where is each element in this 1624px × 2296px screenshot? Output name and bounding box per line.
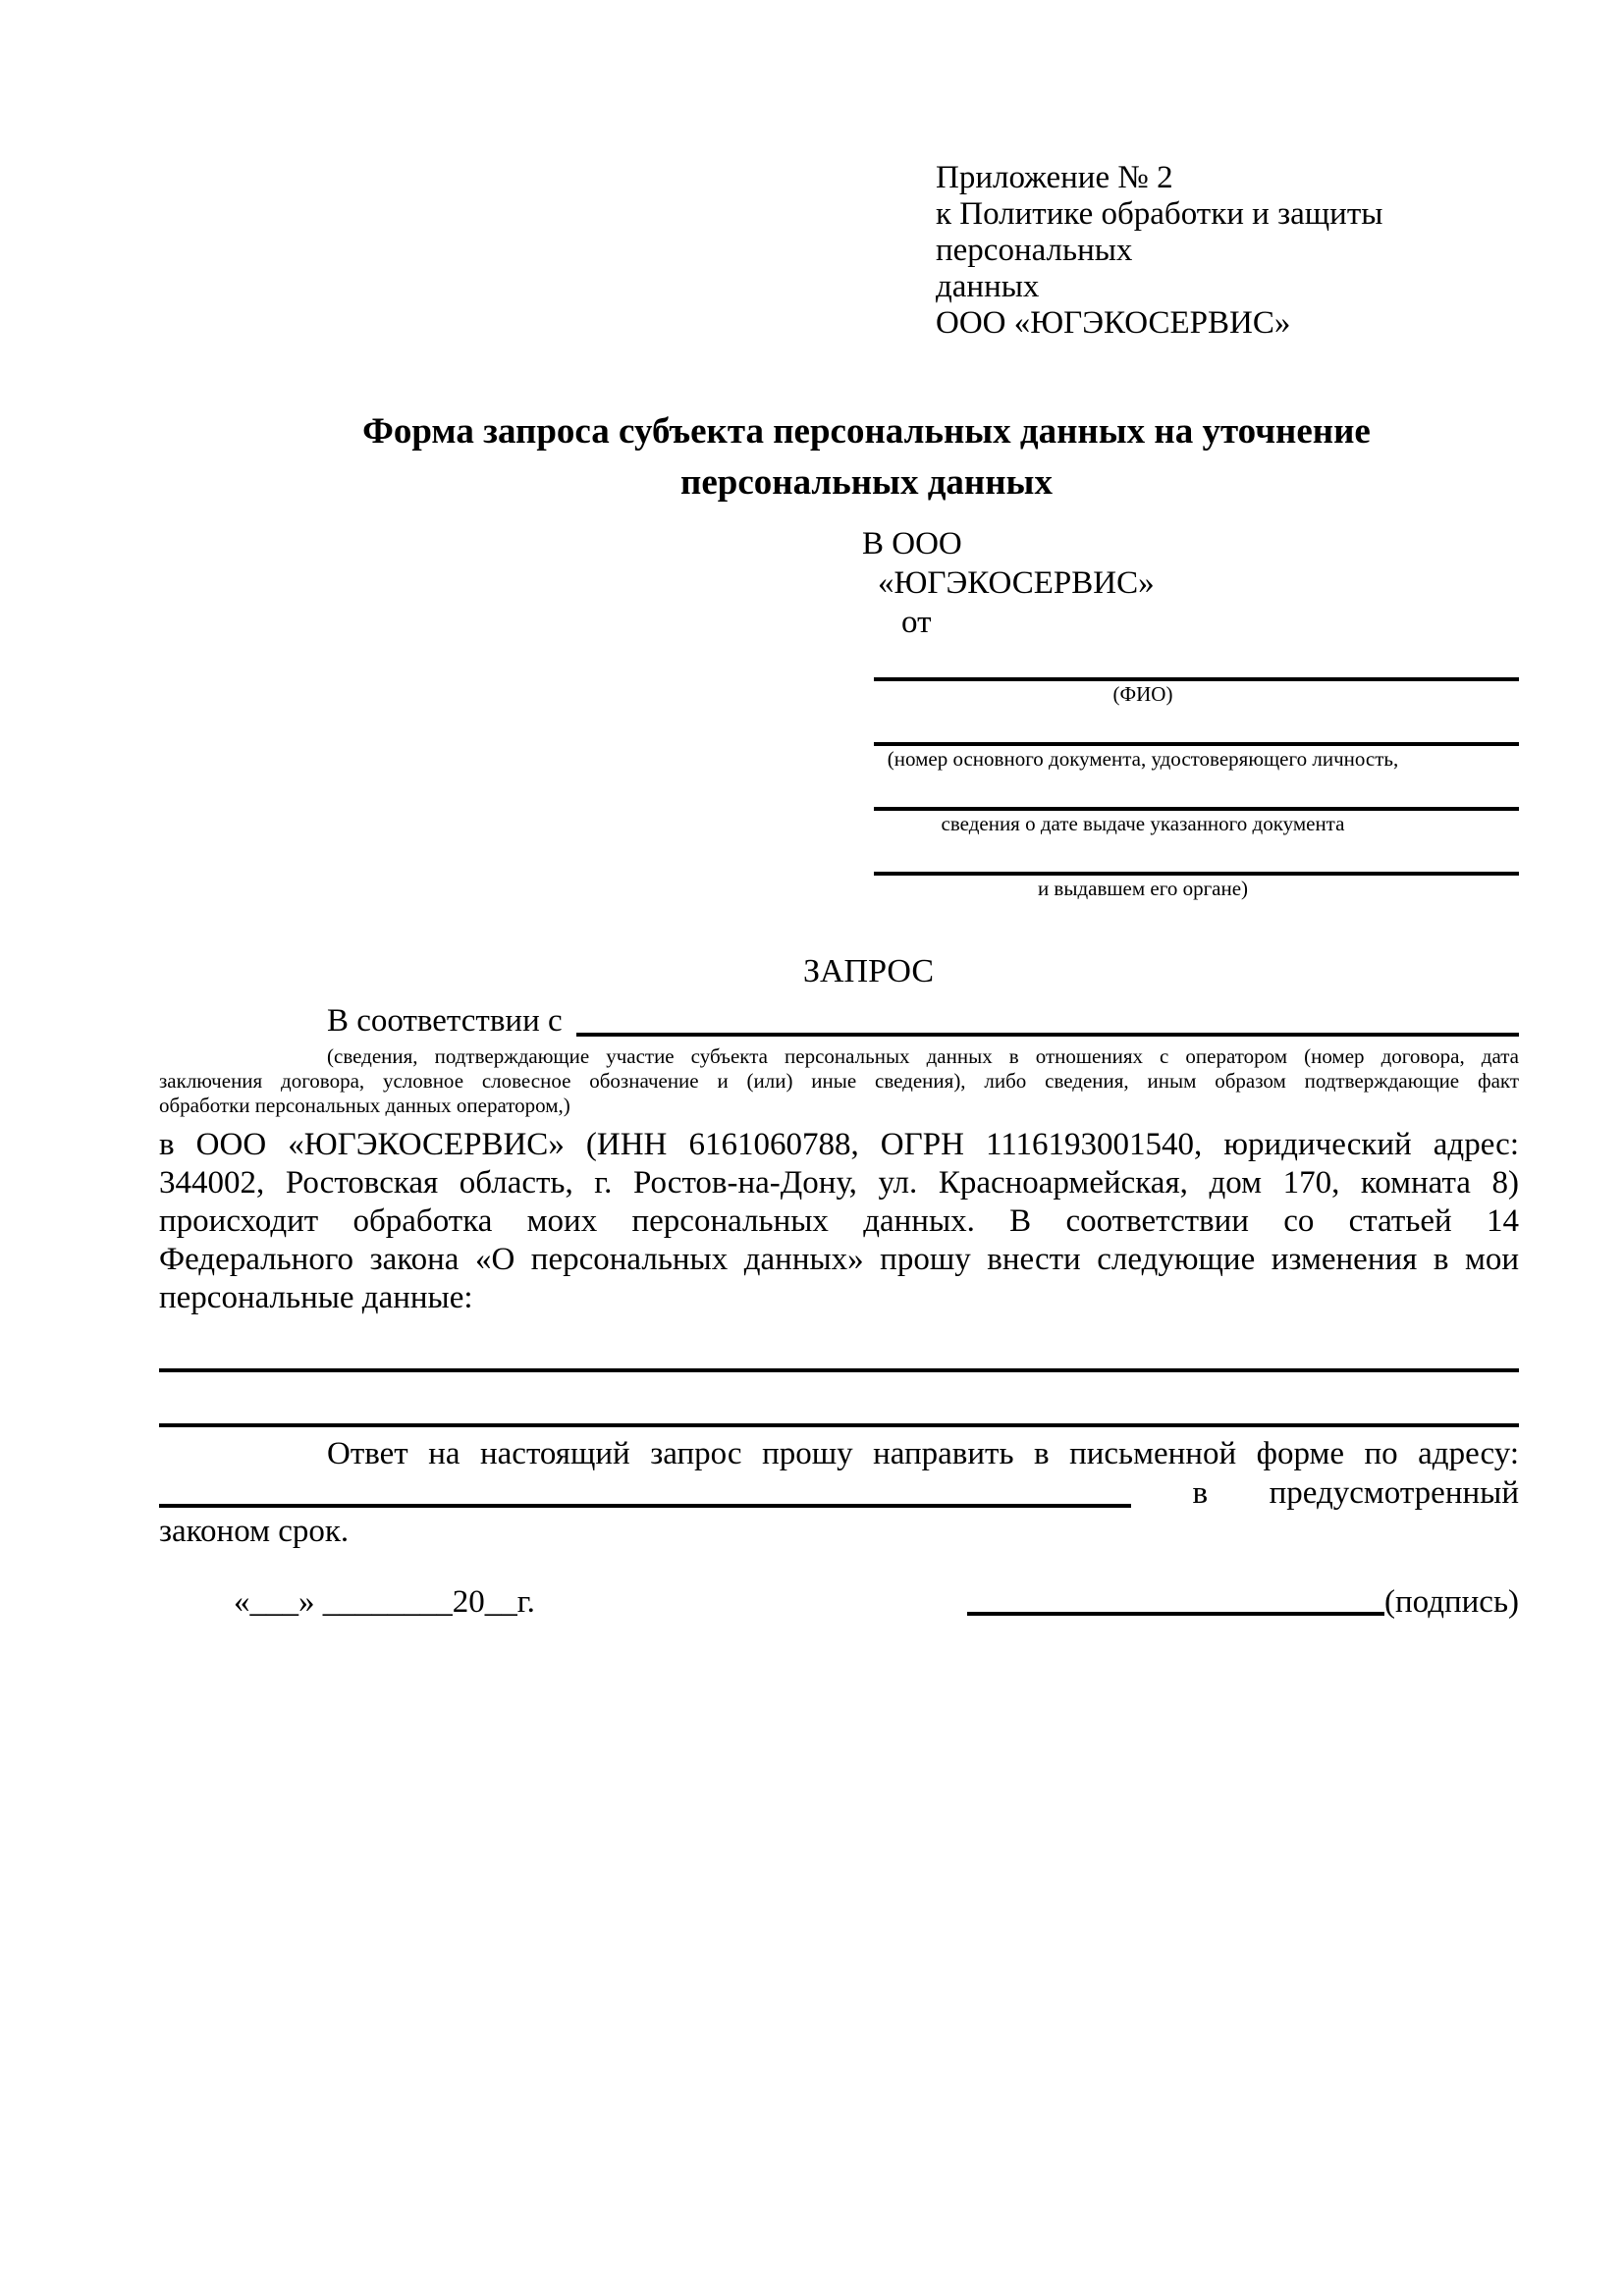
id-document-issuer-field xyxy=(862,836,1519,901)
id-document-issuer-field-line xyxy=(874,836,1519,876)
reply-address-field-line xyxy=(159,1503,1131,1508)
recipient-to-line: В ООО xyxy=(862,526,962,561)
small-print-line-1: (сведения, подтверждающие участие субъекта персональных данных в отношениях с оператором (номер договора, дата xyxy=(327,1044,1519,1068)
body-line-2: 344002, Ростовская область, г. Ростов-на-Дону, ул. Красноармейская, дом 170, комната 8) xyxy=(159,1165,1519,1201)
id-document-issue-date-field xyxy=(862,772,1519,836)
annex-number-line: Приложение № 2 xyxy=(936,160,1173,195)
date-field: «___» ________20__г. xyxy=(234,1584,535,1620)
body-line-4: Федерального закона «О персональных данных» прошу внести следующие изменения в мои xyxy=(159,1242,1519,1277)
id-document-number-field-line xyxy=(874,707,1519,746)
reply-line-1: Ответ на настоящий запрос прошу направить в письменной форме по адресу: xyxy=(327,1436,1519,1471)
recipient-from-label: от xyxy=(901,605,932,640)
form-title: Форма запроса субъекта персональных данных на уточнение персональных данных xyxy=(362,411,1371,503)
body-paragraph xyxy=(159,1126,1519,1317)
small-print-line-2: заключения договора, условное словесное обозначение и (или) иные сведения), либо сведения, иным образом подтверждающие факт xyxy=(159,1069,1519,1093)
id-document-issuer-caption: и выдавшем его органе) xyxy=(1037,877,1249,900)
basis-field-line xyxy=(576,1032,1519,1037)
signature-field-line xyxy=(967,1611,1384,1616)
reply-line-2-suffix: предусмотренный xyxy=(1269,1475,1519,1511)
fio-field-line xyxy=(874,642,1519,681)
document-content xyxy=(159,0,1519,1622)
annex-header-block xyxy=(936,160,1519,342)
reply-line-3: законом срок. xyxy=(159,1514,350,1549)
policy-reference-line: к Политике обработки и защиты персональных xyxy=(936,196,1383,268)
signature-group xyxy=(967,1582,1519,1622)
reply-connector: в xyxy=(1192,1475,1209,1511)
fio-field xyxy=(862,642,1519,707)
id-document-issue-date-caption: сведения о дате выдаче указанного документа xyxy=(941,812,1345,835)
intro-line xyxy=(159,1001,1519,1041)
reply-line-2 xyxy=(159,1473,1519,1513)
request-heading: ЗАПРОС xyxy=(802,953,935,989)
small-print-note xyxy=(159,1044,1519,1118)
organization-name-line: ООО «ЮГЭКОСЕРВИС» xyxy=(936,305,1291,341)
id-document-number-field xyxy=(862,707,1519,772)
id-document-number-caption: (номер основного документа, удостоверяющего личность, xyxy=(887,747,1399,771)
signature-row xyxy=(159,1582,1519,1622)
recipient-block xyxy=(862,524,1519,901)
policy-reference-line-2: данных xyxy=(936,269,1040,304)
id-document-issue-date-field-line xyxy=(874,772,1519,811)
signature-caption: (подпись) xyxy=(1384,1584,1519,1620)
reply-paragraph xyxy=(159,1435,1519,1551)
small-print-line-3: обработки персональных данных оператором,) xyxy=(159,1094,570,1117)
intro-prefix: В соответствии с xyxy=(327,1003,563,1039)
body-line-3: происходит обработка моих персональных данных. В соответствии со статьей 14 xyxy=(159,1203,1519,1239)
body-line-1: в ООО «ЮГЭКОСЕРВИС» (ИНН 6161060788, ОГРН 1116193001540, юридический адрес: xyxy=(159,1127,1519,1162)
fio-field-caption: (ФИО) xyxy=(1112,682,1173,706)
changes-field-line-2 xyxy=(159,1372,1519,1427)
recipient-org-line: «ЮГЭКОСЕРВИС» xyxy=(878,565,1155,601)
body-line-5: персональные данные: xyxy=(159,1280,473,1315)
changes-field-line-1 xyxy=(159,1317,1519,1372)
